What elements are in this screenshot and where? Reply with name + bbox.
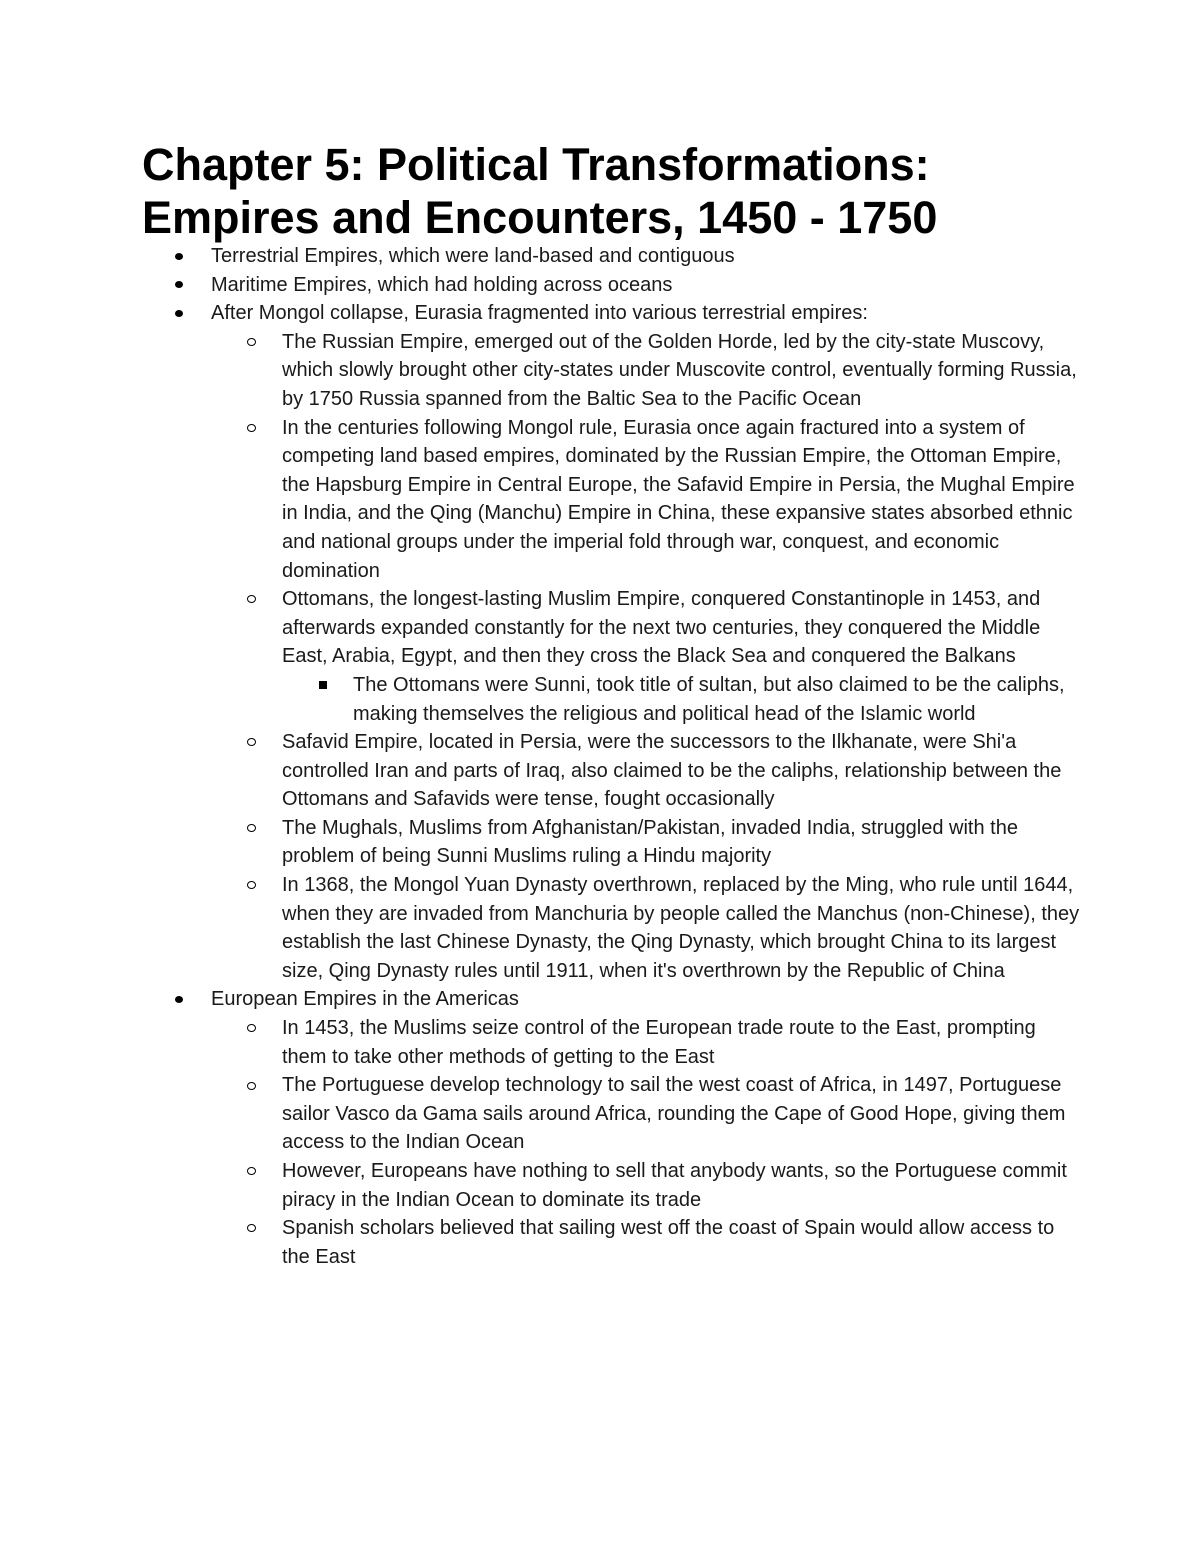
list-item (142, 585, 1082, 671)
list-item (142, 328, 1082, 414)
list-item (142, 728, 1082, 814)
list-item (142, 1157, 1082, 1214)
list-item-text: Terrestrial Empires, which were land-based and contiguous (211, 245, 735, 267)
bullet-disc-icon (172, 985, 186, 1014)
list-item (142, 671, 1082, 728)
list-item (142, 1214, 1082, 1271)
list-item-text: Ottomans, the longest-lasting Muslim Empire, conquered Constantinople in 1453, and afterwards expanded constantly for the next two centuries, they conquered the Middle East, Arabia, Egypt, and then they cross the Black Sea and conquered the Balkans (282, 588, 1041, 668)
list-item-text: The Ottomans were Sunni, took title of sultan, but also claimed to be the caliphs, making themselves the religious and political head of the Islamic world (353, 673, 1065, 725)
list-item-text: In the centuries following Mongol rule, Eurasia once again fractured into a system of competing land based empires, dominated by the Russian Empire, the Ottoman Empire, the Hapsburg Empire in Central Europe, the Safavid Empire in Persia, the Mughal Empire in India, and the Qing (Manchu) Empire in China, these expansive states absorbed ethnic and national groups under the imperial fold through war, conquest, and economic domination (282, 416, 1075, 582)
list-item (142, 1014, 1082, 1071)
list-item-text: In 1453, the Muslims seize control of the European trade route to the East, prompting them to take other methods of getting to the East (282, 1017, 1036, 1068)
list-item (142, 871, 1082, 985)
chapter-title-line-1: Chapter 5: Political Transformations: (142, 139, 930, 190)
bullet-circle-icon (244, 728, 258, 757)
bullet-circle-icon (244, 814, 258, 843)
list-item (142, 271, 1082, 300)
list-item-text: The Russian Empire, emerged out of the Golden Horde, led by the city-state Muscovy, which slowly brought other city-states under Muscovite control, eventually forming Russia, by 1750 Russia spanned from the Baltic Sea to the Pacific Ocean (282, 330, 1077, 410)
list-item (142, 299, 1082, 328)
bullet-disc-icon (172, 299, 186, 328)
bullet-circle-icon (244, 871, 258, 900)
list-item (142, 985, 1082, 1014)
list-item (142, 1071, 1082, 1157)
bullet-disc-icon (172, 271, 186, 300)
bullet-circle-icon (244, 1071, 258, 1100)
list-item (142, 814, 1082, 871)
list-item-text: After Mongol collapse, Eurasia fragmented into various terrestrial empires: (211, 302, 868, 325)
list-item-text: In 1368, the Mongol Yuan Dynasty overthrown, replaced by the Ming, who rule until 1644, when they are invaded from Manchuria by people called the Manchus (non-Chinese), they establish the last Chinese Dynasty, the Qing Dynasty, which brought China to its largest size, Qing Dynasty rules until 1911, when it's overthrown by the Republic of China (282, 874, 1080, 982)
chapter-title (142, 138, 1082, 244)
bullet-circle-icon (244, 1014, 258, 1043)
bullet-circle-icon (244, 1214, 258, 1243)
bullet-circle-icon (244, 1157, 258, 1186)
bullet-circle-icon (244, 328, 258, 357)
list-item-text: European Empires in the Americas (211, 988, 519, 1011)
bullet-square-icon (316, 671, 330, 700)
list-item-text: Maritime Empires, which had holding across oceans (211, 273, 673, 296)
notes-list (142, 242, 1082, 1271)
list-item-text: The Portuguese develop technology to sail the west coast of Africa, in 1497, Portuguese sailor Vasco da Gama sails around Africa, rounding the Cape of Good Hope, giving them access to the Indian Ocean (282, 1074, 1066, 1154)
list-item-text: Safavid Empire, located in Persia, were the successors to the Ilkhanate, were Shi'a controlled Iran and parts of Iraq, also claimed to be the caliphs, relationship between the Ottomans and Safavids were tense, fought occasionally (282, 731, 1062, 811)
list-item-text: Spanish scholars believed that sailing west off the coast of Spain would allow access to the East (282, 1217, 1055, 1268)
chapter-title-line-2: Empires and Encounters, 1450 - 1750 (142, 192, 938, 243)
list-item-text: However, Europeans have nothing to sell that anybody wants, so the Portuguese commit piracy in the Indian Ocean to dominate its trade (282, 1160, 1067, 1211)
bullet-circle-icon (244, 414, 258, 443)
bullet-disc-icon (172, 242, 186, 271)
list-item (142, 242, 1082, 271)
list-item-text: The Mughals, Muslims from Afghanistan/Pakistan, invaded India, struggled with the problem of being Sunni Muslims ruling a Hindu majority (282, 816, 1018, 868)
bullet-circle-icon (244, 585, 258, 614)
list-item (142, 414, 1082, 586)
document-page (142, 138, 1082, 1271)
